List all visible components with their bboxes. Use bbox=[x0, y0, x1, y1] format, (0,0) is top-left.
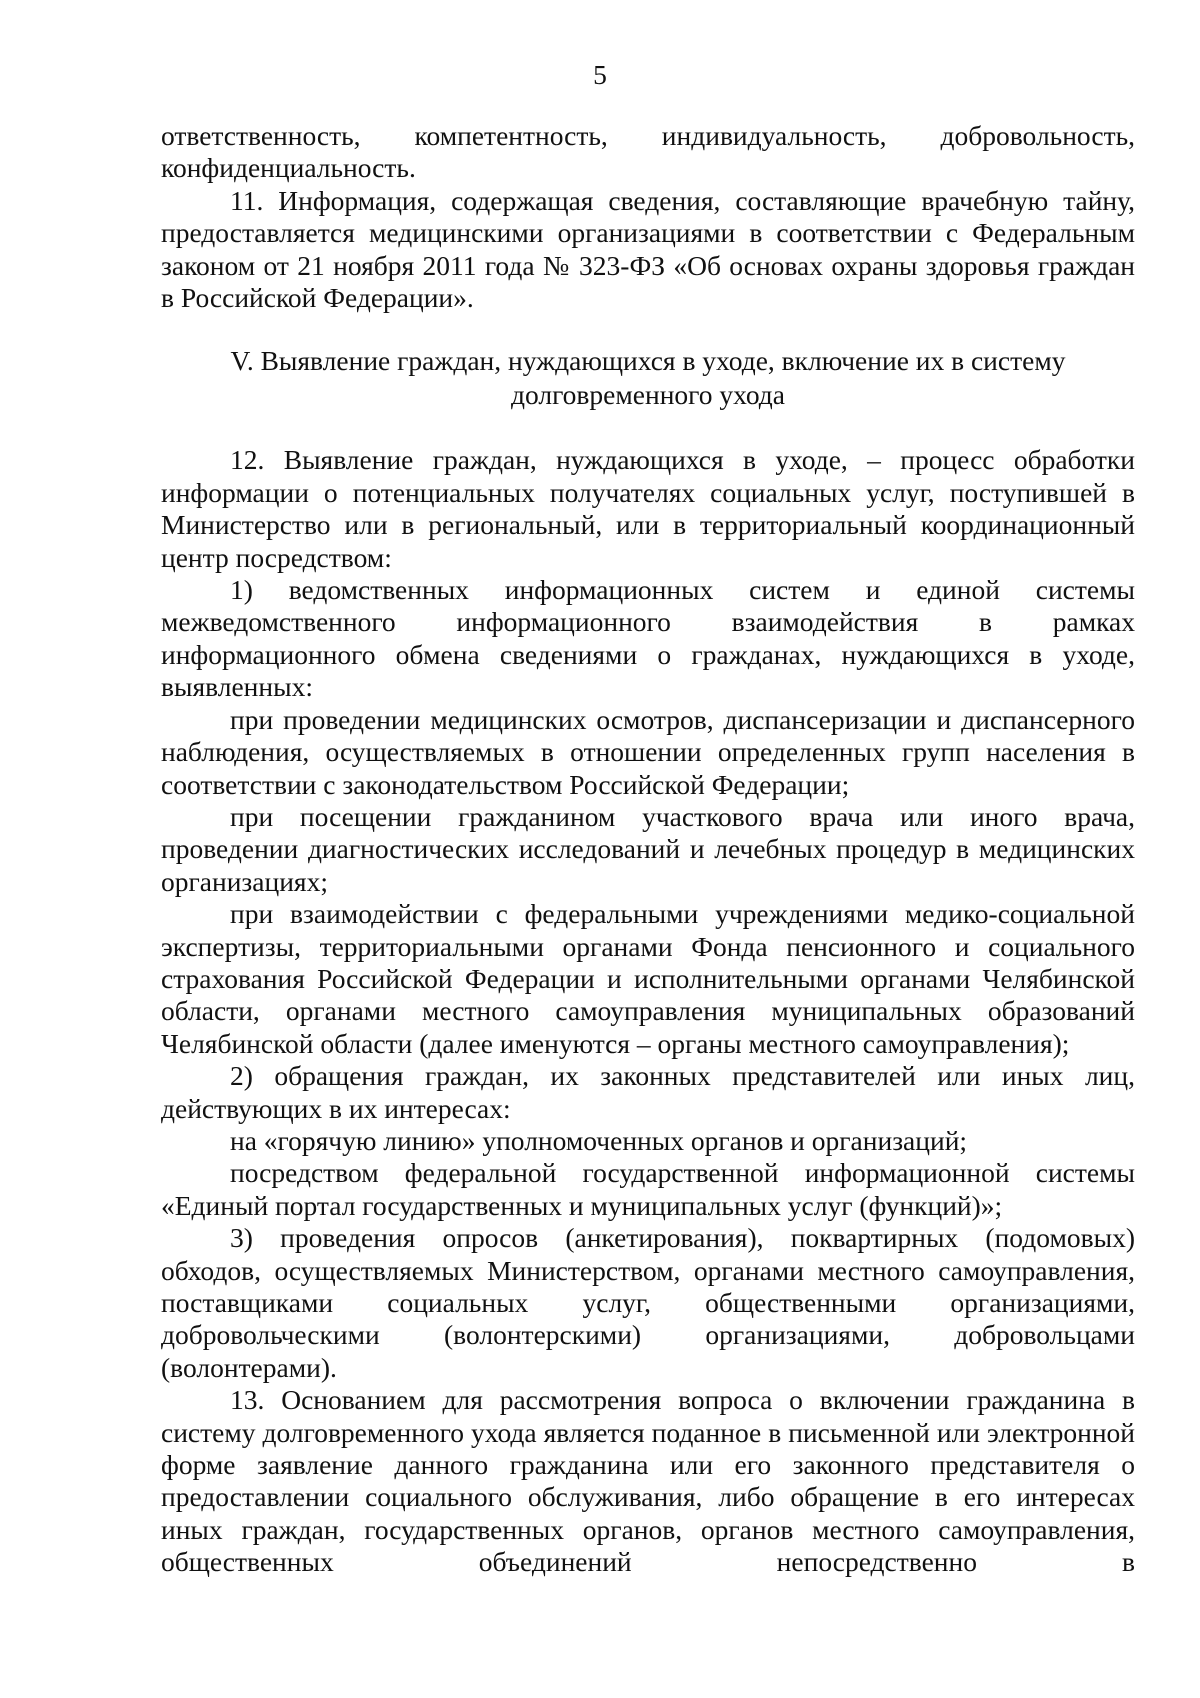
paragraph-12-item-3: 3) проведения опросов (анкетирования), поквартирных (подомовых) обходов, осуществляемых Министерством, органами местного самоуправления, поставщиками социальных услуг, общественными организациями, добровольческими (волонтерскими) организациями, добровольцами (волонтерами). bbox=[161, 1222, 1135, 1383]
paragraph-12-item-2: 2) обращения граждан, их законных представителей или иных лиц, действующих в их интересах: bbox=[161, 1060, 1135, 1124]
paragraph-12-item-2-a: на «горячую линию» уполномоченных органов и организаций; bbox=[230, 1124, 968, 1156]
paragraph-12-item-1-c: при взаимодействии с федеральными учреждениями медико-социальной экспертизы, территориальными органами Фонда пенсионного и социального страхования Российской Федерации и исполнительными органами Челябинской области, органами местного самоуправления муниципальных образований Челябинской области (далее именуются – органы местного самоуправления); bbox=[161, 898, 1135, 1059]
paragraph-11: 11. Информация, содержащая сведения, составляющие врачебную тайну, предоставляется медицинскими организациями в соответствии с Федеральным законом от 21 ноября 2011 года № 323-ФЗ «Об основах охраны здоровья граждан в Российской Федерации». bbox=[161, 184, 1135, 314]
page-number: 5 bbox=[593, 59, 607, 90]
document-body bbox=[161, 120, 1135, 1579]
section-heading-line-2: долговременного ухода bbox=[510, 379, 785, 411]
paragraph-12-item-2-b: посредством федеральной государственной информационной системы «Единый портал государственных и муниципальных услуг (функций)»; bbox=[161, 1157, 1135, 1221]
section-heading bbox=[161, 344, 1135, 412]
section-heading-line-1: V. Выявление граждан, нуждающихся в уходе, включение их в систему bbox=[230, 345, 1066, 377]
paragraph-12-item-1-a: при проведении медицинских осмотров, диспансеризации и диспансерного наблюдения, осуществляемых в отношении определенных групп населения в соответствии с законодательством Российской Федерации; bbox=[161, 703, 1135, 800]
paragraph-principles-line: ответственность, компетентность, индивидуальность, добровольность, bbox=[161, 120, 1135, 151]
paragraph-12: 12. Выявление граждан, нуждающихся в уходе, – процесс обработки информации о потенциальных получателях социальных услуг, поступившей в Министерство или в региональный, или в территориальный координационный центр посредством: bbox=[161, 444, 1135, 573]
paragraph-12-item-1: 1) ведомственных информационных систем и единой системы межведомственного информационного взаимодействия в рамках информационного обмена сведениями о гражданах, нуждающихся в уходе, выявленных: bbox=[161, 574, 1135, 703]
paragraph-12-item-1-b: при посещении гражданином участкового врача или иного врача, проведении диагностических исследований и лечебных процедур в медицинских организациях; bbox=[161, 800, 1135, 897]
paragraph-principles-tail: конфиденциальность. bbox=[161, 152, 416, 184]
paragraph-13: 13. Основанием для рассмотрения вопроса о включении гражданина в систему долговременного ухода является поданное в письменной или электронной форме заявление данного гражданина или его законного представителя о предоставлении социального обслуживания, либо обращение в его интересах иных граждан, государственных органов, органов местного самоуправления, общественных объединений непосредственно в bbox=[161, 1384, 1135, 1578]
